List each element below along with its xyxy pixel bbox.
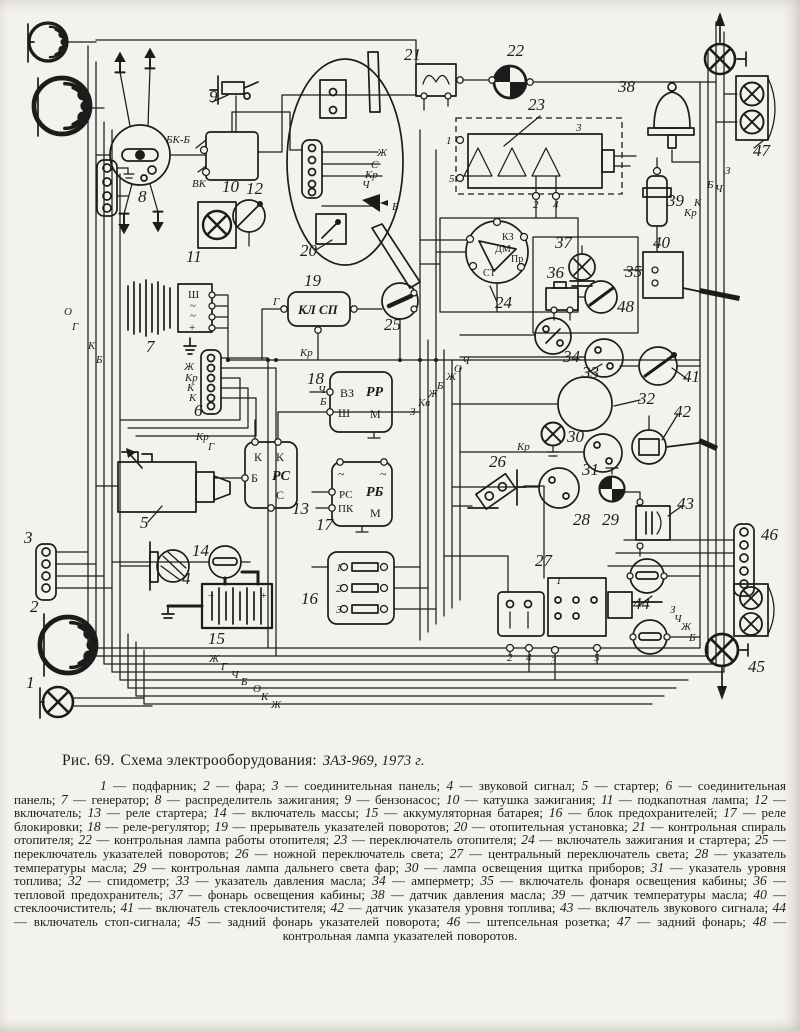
relay-terminal-label: РБ: [366, 485, 384, 500]
relay-terminal-label: ПК: [338, 503, 354, 515]
relay-terminal-label: ~: [380, 467, 387, 481]
wire-color-label: К: [694, 197, 702, 209]
legend-item-number: 1: [100, 778, 107, 793]
component-43-horn-button: [636, 506, 670, 540]
wire-color-label: Г: [221, 661, 228, 673]
wire-color-label: Кр: [185, 372, 198, 384]
legend-item-number: 32: [68, 873, 82, 889]
component-47-rear-lamp: [736, 76, 775, 140]
legend-item-number: 45: [187, 913, 201, 929]
component-number-label: 22: [507, 41, 524, 60]
component-22-heater-lamp: [494, 66, 526, 98]
terminal-number-label: 4: [526, 652, 532, 664]
wire-color-label: Ч: [362, 179, 370, 191]
wire-color-label: З: [410, 406, 416, 418]
legend-item-number: 35: [480, 873, 494, 889]
terminal-number-label: 3: [336, 604, 342, 616]
wire-color-label: З: [725, 165, 731, 177]
component-number-label: 43: [677, 494, 694, 513]
relay-terminal-label: К: [276, 450, 285, 464]
wire-color-label: Кр: [196, 431, 209, 443]
wire-color-label: С: [371, 159, 379, 171]
component-30-panel-lamp: [542, 423, 565, 457]
legend-item-number: 24: [521, 832, 535, 848]
relay-terminal-label: ~: [190, 310, 196, 322]
component-number-label: 38: [618, 77, 635, 96]
legend-item-number: 18: [87, 818, 101, 834]
legend-item-number: 33: [175, 873, 190, 889]
component-23-heater-switch: [456, 118, 636, 194]
legend-item-number: 27: [449, 845, 464, 861]
component-number-label: 28: [573, 510, 590, 529]
component-10-ignition-coil: [196, 132, 258, 180]
relay-terminal-label: С: [276, 488, 285, 502]
wire-color-label: К: [187, 382, 195, 394]
component-number-label: 17: [316, 515, 333, 534]
relay-terminal-label: Ш: [338, 406, 351, 420]
relay-terminal-label: ДМ: [495, 244, 511, 255]
component-number-label: 29: [602, 510, 619, 529]
component-number-label: 40: [653, 233, 670, 252]
legend-item-number: 28: [694, 845, 709, 861]
component-number-label: 5: [140, 513, 149, 532]
legend-item-number: 16: [548, 805, 563, 821]
legend-item-number: 31: [650, 859, 665, 875]
component-number-label: 41: [683, 367, 700, 386]
legend-item-number: 23: [333, 832, 348, 848]
wire-color-label: Ч: [674, 613, 682, 625]
legend-item-number: 29: [132, 859, 147, 875]
component-number-label: 11: [186, 247, 202, 266]
wire-color-label: З: [670, 604, 676, 616]
relay-terminal-label: +: [189, 322, 196, 334]
legend-item-number: 48: [752, 913, 767, 929]
component-number-label: 23: [528, 95, 545, 114]
legend-item-number: 43: [559, 900, 574, 916]
component-number-label: 45: [748, 657, 765, 676]
terminal-number-label: 2: [533, 199, 539, 211]
relay-terminal-label: ВЗ: [340, 386, 355, 400]
wire-color-label: Кр: [300, 347, 313, 359]
wire-color-label: Ж: [184, 361, 195, 373]
terminal-number-label: 3: [551, 655, 557, 667]
relay-terminal-label: РР: [366, 385, 384, 400]
component-number-label: 39: [667, 191, 684, 210]
wire-color-label: Ж: [271, 699, 282, 711]
component-41-wiper-switch: [639, 347, 677, 385]
component-number-label: 30: [567, 427, 584, 446]
component-number-label: 35: [625, 262, 642, 281]
wire-color-label: Ч: [318, 384, 326, 396]
component-number-label: 12: [246, 179, 263, 198]
component-top-left-sidelight: [28, 23, 67, 62]
component-number-label: 32: [638, 389, 655, 408]
legend-item-number: 14: [213, 805, 227, 821]
component-number-label: 31: [582, 460, 599, 479]
component-number-label: 10: [222, 177, 239, 196]
component-28-oil-temp-gauge: [539, 468, 579, 508]
legend-item-number: 37: [169, 886, 183, 902]
terminal-number-label: 1: [446, 135, 452, 147]
legend-item-number: 5: [581, 778, 589, 793]
component-top-right-turn-lamp: [705, 12, 746, 74]
legend-item-number: 20: [453, 818, 468, 834]
component-number-label: 27: [535, 551, 552, 570]
wire-bus: [56, 22, 764, 706]
component-11-underhood-lamp: [198, 202, 236, 248]
terminal-number-label: 3: [576, 122, 582, 134]
component-number-label: 47: [753, 141, 770, 160]
component-number-label: 2: [30, 597, 39, 616]
relay-terminal-label: К: [254, 450, 263, 464]
wire-color-label: Б: [392, 201, 399, 213]
junction-dots: [226, 77, 670, 654]
legend-item-number: 30: [404, 859, 419, 875]
component-45-rear-turn-lamp: [706, 634, 748, 700]
wire-color-label: ВК: [192, 178, 207, 190]
figure-number: Рис. 69.: [62, 752, 115, 769]
relay-terminal-label: КЛ СП: [298, 302, 338, 317]
legend-item-number: 19: [214, 818, 228, 834]
component-number-label: 14: [192, 541, 209, 560]
relay-terminal-label: Ш: [188, 289, 200, 301]
wire-color-label: Ч: [715, 183, 723, 195]
wire-color-label: Ч: [462, 355, 470, 367]
component-6-connector-panel: [201, 350, 221, 414]
component-number-label: 26: [489, 452, 506, 471]
terminal-number-label: 5: [449, 173, 455, 185]
component-38-oil-pressure-sender: [648, 83, 694, 148]
component-1-sidelight: [40, 687, 73, 718]
component-number-label: 48: [617, 297, 634, 316]
relay-terminal-label: Пр: [511, 254, 524, 265]
component-number-label: 44: [633, 594, 650, 613]
wire-color-label: Ж: [681, 621, 692, 633]
component-25-turn-signal-switch: [382, 283, 418, 319]
relay-terminal-label: РС: [339, 489, 353, 501]
legend-item-number: 7: [60, 791, 68, 807]
legend-item-number: 12: [754, 791, 768, 807]
component-12-switch: [233, 200, 265, 246]
legend-item-number: 47: [616, 913, 631, 929]
relay-terminal-label: СТ: [483, 268, 496, 279]
wire-color-label: Ж: [377, 147, 388, 159]
legend-item-number: 10: [445, 791, 460, 807]
relay-terminal-label: РС: [272, 469, 290, 484]
wire-color-label: К: [88, 340, 96, 352]
legend-item-number: 26: [235, 845, 249, 861]
wire-color-label: Б: [437, 380, 444, 392]
wire-color-label: Кр: [684, 207, 697, 219]
terminal-number-label: 4: [553, 199, 559, 211]
component-number-label: 16: [301, 589, 318, 608]
wire-color-label: Ж: [428, 388, 439, 400]
legend-item-number: 9: [344, 791, 352, 807]
component-number-label: 34: [563, 347, 580, 366]
figure-model: ЗАЗ-969, 1973 г.: [322, 753, 425, 769]
component-number-label: 8: [138, 187, 147, 206]
relay-terminal-label: КЗ: [502, 232, 514, 243]
component-5-starter: [118, 448, 230, 512]
wire-color-label: Г: [208, 441, 215, 453]
component-number-label: 20: [300, 241, 317, 260]
wire-color-label: Б: [689, 632, 696, 644]
relay-terminal-label: М: [370, 407, 381, 421]
relay-terminal-label: Б: [251, 471, 258, 485]
legend-item-number: 46: [446, 913, 461, 929]
wire-color-label: О: [253, 683, 261, 695]
component-number-label: 13: [292, 499, 309, 518]
legend-item-number: 34: [372, 873, 386, 889]
component-top-left-headlight: [34, 78, 90, 136]
component-40-wiper: [643, 252, 740, 301]
wire-color-label: Ж: [446, 371, 457, 383]
component-number-label: 6: [194, 401, 203, 420]
component-number-label: 46: [761, 525, 778, 544]
figure-caption: [62, 752, 800, 770]
wire-color-label: Б: [241, 676, 248, 688]
wire-color-label: Ж: [209, 653, 220, 665]
component-42-fuel-level-sender: [632, 430, 718, 464]
legend-item-number: 2: [202, 778, 210, 793]
component-18-voltage-regulator: [330, 372, 392, 438]
figure-title: Схема электрооборудования:: [120, 752, 317, 769]
legend-item-number: 39: [551, 886, 566, 902]
wire-color-label: Кр: [365, 169, 378, 181]
wire-color-label: Г: [273, 296, 280, 308]
wire-color-label: БК-Б: [166, 134, 190, 146]
legend-item-number: 17: [723, 805, 737, 821]
legend-item-number: 44: [772, 900, 787, 916]
component-2-headlight: [40, 614, 96, 676]
terminal-number-label: 2: [336, 583, 342, 595]
legend-item-number: 3: [271, 778, 279, 793]
component-number-label: 4: [182, 569, 191, 588]
terminal-number-label: 5: [594, 652, 600, 664]
legend-item-number: 22: [78, 832, 92, 848]
component-number-label: 24: [495, 293, 512, 312]
legend-item-number: 41: [120, 900, 134, 916]
component-number-label: 19: [304, 271, 321, 290]
legend-item-number: 4: [446, 778, 454, 793]
terminal-number-label: −: [207, 590, 215, 602]
component-number-label: 25: [384, 315, 401, 334]
legend-item-number: 42: [330, 900, 344, 916]
terminal-number-label: 1: [336, 562, 342, 574]
wire-color-label: Г: [72, 321, 79, 333]
relay-terminal-label: ~: [338, 467, 345, 481]
component-14-ground-switch: [209, 546, 250, 584]
component-8-distributor: [110, 48, 170, 235]
wire-color-label: Кв: [418, 397, 431, 409]
component-21-heater-coil: [416, 64, 456, 96]
relay-terminal-label: ~: [190, 300, 196, 312]
wire-color-label: К: [261, 691, 269, 703]
component-37-cab-lamp: [569, 254, 595, 286]
component-3-connector-panel: [36, 544, 56, 600]
legend-item-number: 36: [753, 873, 767, 889]
terminal-number-label: +: [260, 590, 268, 602]
wire-color-label: О: [454, 363, 462, 375]
legend-item-number: 40: [753, 886, 767, 902]
component-number-label: 21: [404, 45, 421, 64]
wire-color-label: Ч: [231, 669, 239, 681]
component-29-high-beam-lamp: [600, 468, 625, 502]
wire-color-label: Б: [96, 354, 103, 366]
component-32-speedometer: [558, 377, 612, 431]
terminal-number-label: 2: [507, 652, 513, 664]
wire-color-label: К: [189, 392, 197, 404]
component-7-generator: [128, 280, 215, 354]
component-number-label: 36: [547, 263, 564, 282]
terminal-number-label: 1: [556, 575, 562, 587]
legend-item-number: 15: [364, 805, 379, 821]
wire-color-label: О: [64, 306, 72, 318]
legend-item-number: 11: [600, 791, 614, 807]
legend-item-number: 13: [87, 805, 101, 821]
component-46-socket: [734, 524, 754, 596]
relay-terminal-label: М: [370, 506, 381, 520]
legend-item-number: 38: [371, 886, 385, 902]
component-number-label: 3: [24, 528, 33, 547]
wire-color-label: Б: [320, 396, 327, 408]
legend-text: 1 — подфарник; 2 — фара; 3 — соединительная панель; 4 — звуковой сигнал; 5 — стартер; 6 — соединительная панель; 7 — генератор; 8 — распределитель зажигания; 9 — бензонасос; 10 — катушка зажигания; 11 — подкапотная лампа; 12 — включатель; 13 — реле стартера; 14 — включатель массы; 15 — аккумуляторная батарея; 16 — блок предохранителей; 17 — реле блокировки; 18 — реле-регулятор; 19 — прерыватель указателей поворотов; 20 — отопительная установка; 21 — контрольная спираль отопителя; 22 — контрольная лампа работы отопителя; 23 — переключатель отопителя; 24 — включатель зажигания и стартера; 25 — переключатель указателей поворотов; 26 — ножной переключатель света; 27 — центральный переключатель света; 28 — указатель температуры масла; 29 — контрольная лампа дальнего света фар; 30 — лампа освещения щитка приборов; 31 — указатель уровня топлива; 32 — спидометр; 33 — указатель давления масла; 34 — амперметр; 35 — включатель фонаря освещения кабины; 36 — тепловой предохранитель; 37 — фонарь освещения кабины; 38 — датчик давления масла; 39 — датчик температуры масла; 40 — стеклоочиститель; 41 — включатель стеклоочистителя; 42 — датчик указателя уровня топлива; 43 — включатель звукового сигнала; 44 — включатель стоп-сигнала; 45 — задний фонарь указателей поворота; 46 — штепсельная розетка; 47 — задний фонарь; 48 — контрольная лампа указателей поворотов.: [14, 778, 787, 943]
wire-color-label: Б: [707, 179, 714, 191]
legend-item-number: 8: [154, 791, 162, 807]
legend-item-number: 6: [665, 778, 673, 793]
component-number-label: 9: [209, 87, 218, 106]
wire-color-label: Кр: [517, 441, 530, 453]
component-number-label: 15: [208, 629, 225, 648]
component-number-label: 33: [582, 363, 599, 382]
component-number-label: 37: [555, 233, 572, 252]
component-number-label: 7: [146, 337, 155, 356]
legend-item-number: 25: [754, 832, 769, 848]
legend-item-number: 21: [632, 818, 646, 834]
component-26-dimmer-foot-switch: [468, 470, 526, 509]
component-number-label: 1: [26, 673, 35, 692]
component-number-label: 42: [674, 402, 691, 421]
component-number-label: 18: [307, 369, 324, 388]
